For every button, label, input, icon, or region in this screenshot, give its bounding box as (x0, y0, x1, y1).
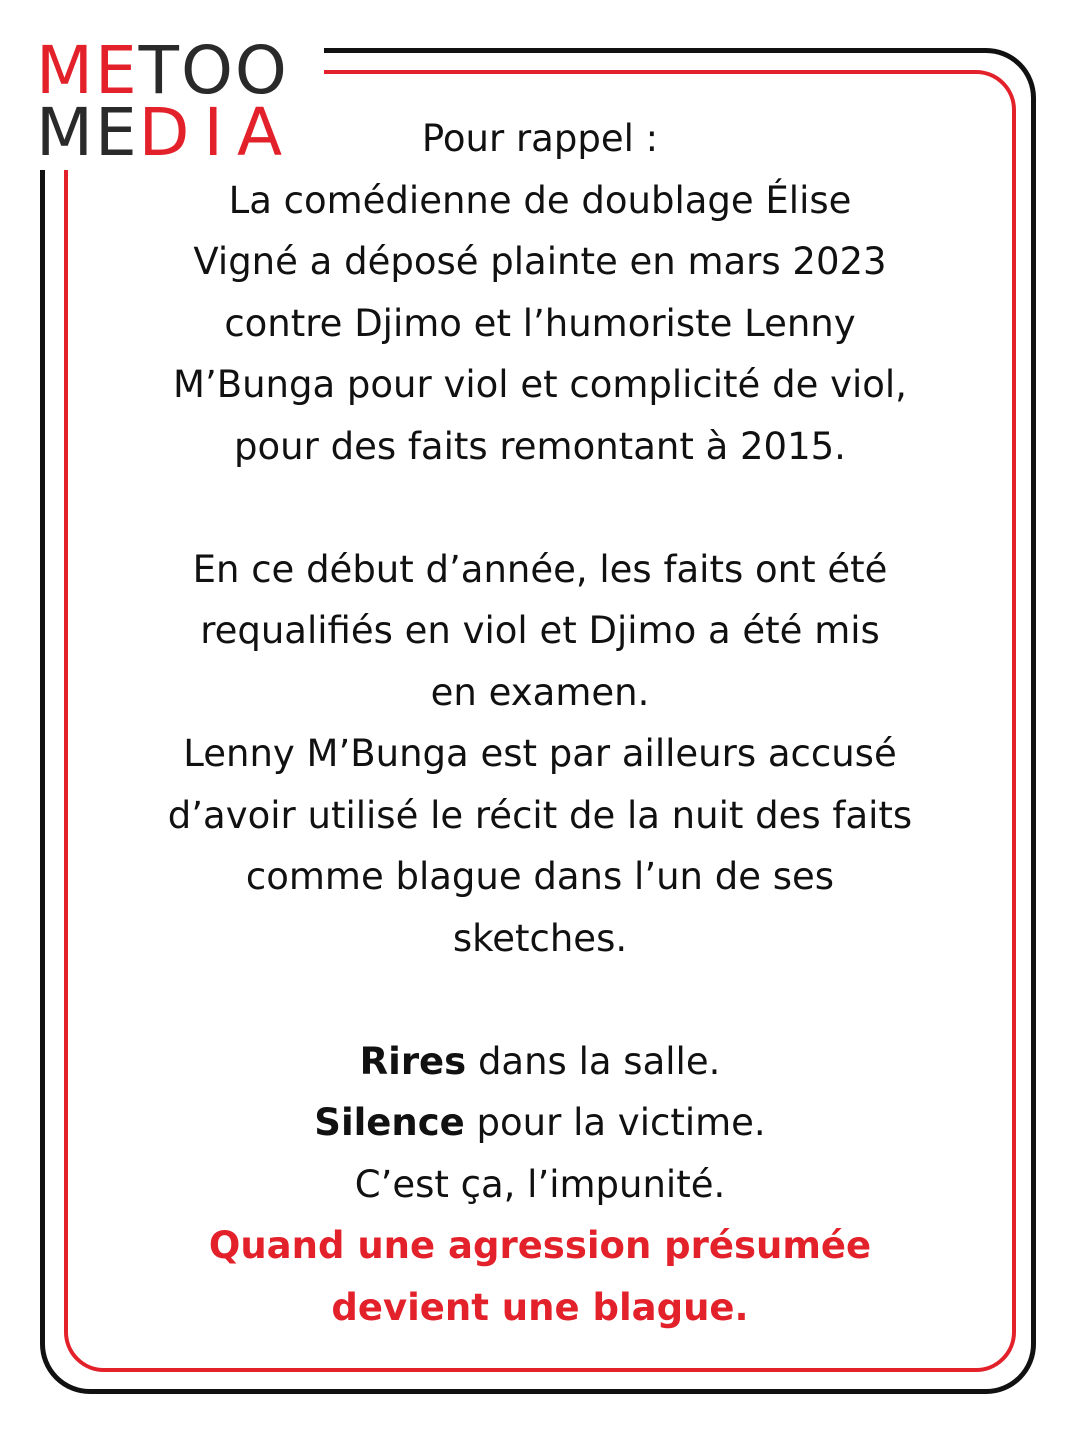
silence-line: Silence pour la victime. (314, 1101, 766, 1144)
logo-line-metoo: METOO (36, 32, 289, 109)
paragraph1-line: M’Bunga pour viol et complicité de viol, (173, 363, 907, 406)
paragraph-spacer (90, 969, 990, 1031)
paragraph2-line: en examen. (430, 670, 650, 714)
paragraph2-line: sketches. (452, 916, 628, 960)
paragraph-spacer (90, 477, 990, 539)
paragraph2-line: d’avoir utilisé le récit de la nuit des faits (167, 793, 913, 837)
post-text (90, 108, 990, 1338)
paragraph2-line: Lenny M’Bunga est par ailleurs accusé (183, 732, 897, 775)
logo-line-media: MEDIA (36, 94, 297, 171)
paragraph2-line: requalifiés en viol et Djimo a été mis (200, 609, 880, 652)
paragraph1-line: contre Djimo et l’humoriste Lenny (224, 301, 856, 345)
rires-line: Rires dans la salle. (359, 1039, 721, 1083)
paragraph2-line: En ce début d’année, les faits ont été (192, 547, 888, 591)
impunite-line: C’est ça, l’impunité. (354, 1162, 726, 1206)
intro-line: Pour rappel : (421, 117, 659, 160)
paragraph1-line: Vigné a déposé plainte en mars 2023 (193, 240, 887, 283)
paragraph1-line: La comédienne de doublage Élise (228, 178, 852, 222)
paragraph1-line: pour des faits remontant à 2015. (234, 424, 846, 468)
paragraph2-line: comme blague dans l’un de ses (245, 855, 835, 898)
red-highlight-line: devient une blague. (331, 1285, 749, 1329)
red-highlight-line: Quand une agression présumée (208, 1224, 872, 1267)
